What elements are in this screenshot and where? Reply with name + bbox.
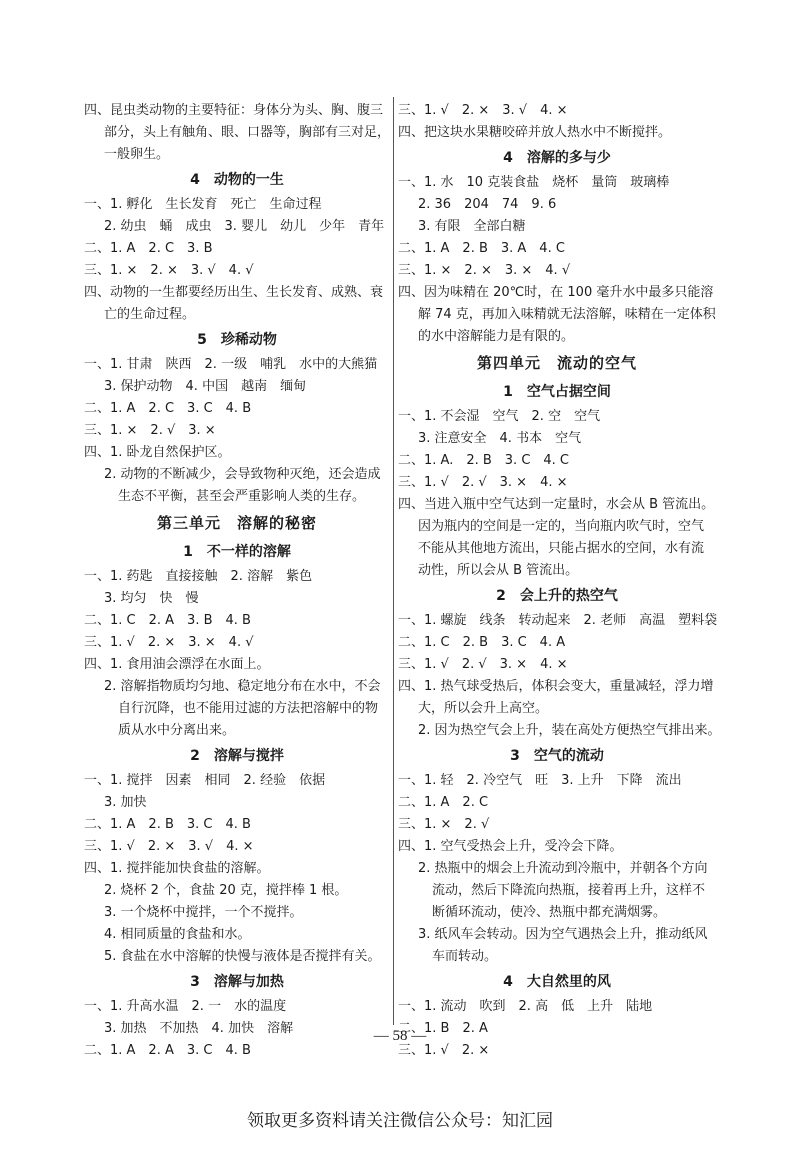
- answer-line: 三、1. × 2. √ 3. ×: [84, 423, 216, 438]
- section-heading: 5 珍稀动物: [197, 332, 277, 348]
- answer-line: 四、把这块水果糖咬碎并放人热水中不断搅拌。: [398, 125, 672, 140]
- answer-line: 二、1. A 2. B 3. C 4. B: [84, 817, 251, 832]
- answer-line: 一、1. 水 10 克装食盐 烧杯 量筒 玻璃棒: [398, 175, 670, 190]
- answer-line: 3. 注意安全 4. 书本 空气: [418, 431, 582, 446]
- answer-line: 四、因为味精在 20℃时，在 100 毫升水中最多只能溶解 74 克，再加入味精就无法溶解，味精在一定体积的水中溶解能力是有限的。: [398, 285, 716, 344]
- answer-line: 3. 有限 全部白糖: [418, 219, 526, 234]
- answer-line: 2. 36 204 74 9. 6: [418, 197, 557, 212]
- section-heading: 4 动物的一生: [190, 172, 284, 188]
- unit-heading: 第四单元 流动的空气: [476, 354, 637, 372]
- answer-line: 3. 保护动物 4. 中国 越南 缅甸: [104, 379, 307, 394]
- section-heading: 4 溶解的多与少: [503, 150, 611, 166]
- answer-line: 二、1. A 2. B 3. A 4. C: [398, 241, 565, 256]
- answer-line: 一、1. 流动 吹到 2. 高 低 上升 陆地: [398, 999, 653, 1014]
- answer-line: 2. 动物的不断减少，会导致物种灭绝，还会造成生态不平衡，甚至会严重影响人类的生存。: [104, 467, 381, 504]
- answer-line: 二、1. A 2. C 3. B: [84, 241, 213, 256]
- answer-line: 三、1. √ 2. √ 3. × 4. ×: [398, 475, 568, 490]
- section-heading: 3 空气的流动: [510, 748, 604, 764]
- answer-line: 二、1. A 2. A 3. C 4. B: [84, 1043, 251, 1058]
- section-heading: 2 会上升的热空气: [496, 588, 618, 604]
- answer-line: 5. 食盐在水中溶解的快慢与液体是否搅拌有关。: [104, 949, 381, 964]
- answer-line: 2. 因为热空气会上升，装在高处方便热空气排出来。: [418, 723, 721, 738]
- answer-line: 二、1. C 2. A 3. B 4. B: [84, 613, 251, 628]
- answer-line: 2. 溶解指物质均匀地、稳定地分布在水中，不会自行沉降，也不能用过滤的方法把溶解中的物质从水中分离出来。: [104, 679, 381, 738]
- answer-line: 四、当进入瓶中空气达到一定量时，水会从 B 管流出。因为瓶内的空间是一定的，当向瓶内吹气时，空气不能从其他地方流出，只能占据水的空间，水有流动性，所以会从 B 管流出。: [398, 497, 715, 578]
- answer-line: 四、1. 卧龙自然保护区。: [84, 445, 231, 460]
- answer-line: 三、1. × 2. √: [398, 817, 490, 832]
- answer-line: 三、1. × 2. × 3. × 4. √: [398, 263, 571, 278]
- answer-line: 三、1. √ 2. × 3. √ 4. ×: [84, 839, 254, 854]
- answer-line: 3. 加热 不加热 4. 加快 溶解: [104, 1021, 294, 1036]
- column-divider: [393, 97, 394, 1025]
- answer-line: 一、1. 甘肃 陕西 2. 一级 哺乳 水中的大熊猫: [84, 357, 378, 372]
- answer-line: 三、1. √ 2. √ 3. × 4. ×: [398, 657, 568, 672]
- answer-line: 2. 烧杯 2 个，食盐 20 克，搅拌棒 1 根。: [104, 883, 348, 898]
- answer-line: 四、动物的一生都要经历出生、生长发育、成熟、衰亡的生命过程。: [84, 285, 384, 322]
- answer-line: 二、1. A 2. C: [398, 795, 489, 810]
- answer-line: 一、1. 轻 2. 冷空气 旺 3. 上升 下降 流出: [398, 773, 682, 788]
- answer-line: 四、1. 搅拌能加快食盐的溶解。: [84, 861, 270, 876]
- answer-line: 3. 纸风车会转动。因为空气遇热会上升，推动纸风车而转动。: [418, 927, 708, 964]
- section-heading: 4 大自然里的风: [503, 974, 611, 990]
- answer-line: 一、1. 孵化 生长发育 死亡 生命过程: [84, 197, 322, 212]
- answer-line: 四、昆虫类动物的主要特征：身体分为头、胸、腹三部分，头上有触角、眼、口器等，胸部有三对足，一般卵生。: [84, 103, 391, 162]
- section-heading: 1 不一样的溶解: [183, 544, 291, 560]
- answer-line: 3. 均匀 快 慢: [104, 591, 199, 606]
- answer-line: 3. 一个烧杯中搅拌，一个不搅拌。: [104, 905, 303, 920]
- answer-line: 一、1. 药匙 直接接触 2. 溶解 紫色: [84, 569, 313, 584]
- answer-line: 2. 幼虫 蛹 成虫 3. 婴儿 幼儿 少年 青年: [104, 219, 385, 234]
- answer-line: 二、1. A. 2. B 3. C 4. C: [398, 453, 570, 468]
- section-heading: 3 溶解与加热: [190, 974, 284, 990]
- answer-line: 二、1. C 2. B 3. C 4. A: [398, 635, 566, 650]
- unit-heading: 第三单元 溶解的秘密: [156, 514, 317, 532]
- answer-line: 二、1. B 2. A: [398, 1021, 488, 1036]
- section-heading: 2 溶解与搅拌: [190, 748, 284, 764]
- answer-line: 一、1. 升高水温 2. 一 水的温度: [84, 999, 287, 1014]
- answer-line: 四、1. 空气受热会上升，受冷会下降。: [398, 839, 623, 854]
- section-heading: 1 空气占据空间: [503, 384, 611, 400]
- answer-line: 一、1. 螺旋 线条 转动起来 2. 老师 高温 塑料袋: [398, 613, 718, 628]
- answer-line: 三、1. √ 2. × 3. × 4. √: [84, 635, 254, 650]
- answer-line: 二、1. A 2. C 3. C 4. B: [84, 401, 252, 416]
- answer-line: 三、1. × 2. × 3. √ 4. √: [84, 263, 254, 278]
- answer-line: 2. 热瓶中的烟会上升流动到冷瓶中，并朝各个方向流动，然后下降流向热瓶，接着再上升，这样不断循环流动，使冷、热瓶中都充满烟雾。: [418, 861, 708, 920]
- answer-line: 三、1. √ 2. ×: [398, 1043, 490, 1058]
- footer-promo: 领取更多资料请关注微信公众号：知汇园: [247, 1111, 553, 1131]
- answer-line: 一、1. 搅拌 因素 相同 2. 经验 依据: [84, 773, 326, 788]
- answer-line: 四、1. 热气球受热后，体积会变大，重量减轻，浮力增大，所以会升上高空。: [398, 679, 714, 716]
- right-column: [398, 100, 721, 1062]
- answer-line: 四、1. 食用油会漂浮在水面上。: [84, 657, 270, 672]
- left-column: [84, 100, 390, 1062]
- answer-line: 一、1. 不会湿 空气 2. 空 空气: [398, 409, 601, 424]
- answer-line: 4. 相同质量的食盐和水。: [104, 927, 251, 942]
- answer-line: 三、1. √ 2. × 3. √ 4. ×: [398, 103, 568, 118]
- answer-line: 3. 加快: [104, 795, 147, 810]
- page-number: — 58 —: [373, 1028, 427, 1044]
